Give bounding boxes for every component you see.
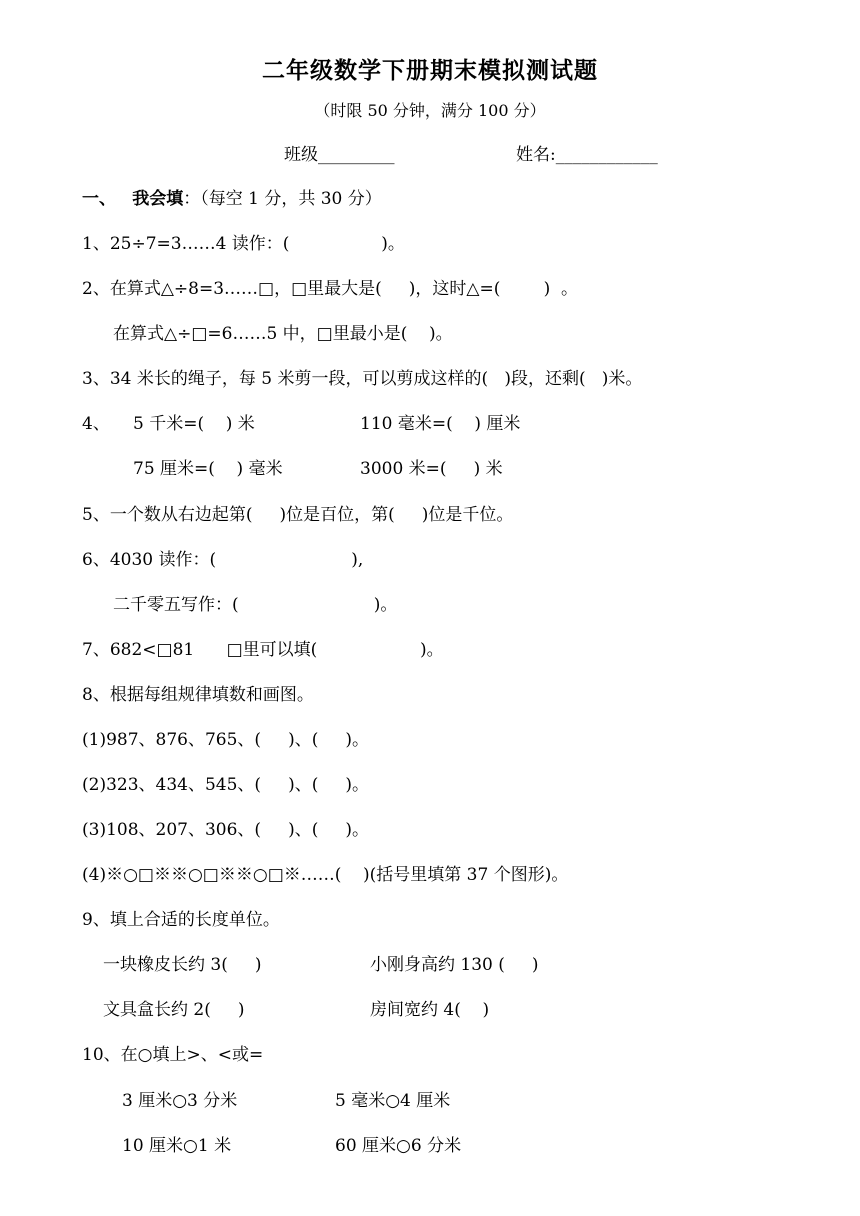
section-title: 我会填 <box>132 189 184 209</box>
question-4b-left: 75 厘米=( ) 毫米 <box>133 459 283 479</box>
question-10a-left: 3 厘米○3 分米 <box>122 1091 238 1111</box>
question-2b: 在算式△÷□=6……5 中，□里最小是( )。 <box>113 324 453 344</box>
question-4a-left: 5 千米=( ) 米 <box>133 414 255 434</box>
page-title: 二年级数学下册期末模拟测试题 <box>262 58 598 84</box>
question-8: 8、根据每组规律填数和画图。 <box>82 685 314 705</box>
question-4-number: 4、 <box>82 414 110 434</box>
page-subtitle: （时限 50 分钟，满分 100 分） <box>314 101 546 120</box>
question-3: 3、34 米长的绳子，每 5 米剪一段，可以剪成这样的( )段，还剩( )米。 <box>82 369 643 389</box>
question-6a: 6、4030 读作：( ), <box>82 550 364 570</box>
class-field[interactable]: 班级_________ <box>284 145 395 165</box>
question-4b-right: 3000 米=( ) 米 <box>360 459 503 479</box>
question-5: 5、一个数从右边起第( )位是百位，第( )位是千位。 <box>82 505 514 525</box>
question-2a: 2、在算式△÷8=3……□，□里最大是( )，这时△=( ) 。 <box>82 279 579 299</box>
question-7: 7、682<□81 □里可以填( )。 <box>82 640 444 660</box>
question-10: 10、在○填上>、<或= <box>82 1045 264 1065</box>
question-10b-right: 60 厘米○6 分米 <box>335 1136 462 1156</box>
question-8-3: (3)108、207、306、( )、( )。 <box>82 820 369 840</box>
question-9: 9、填上合适的长度单位。 <box>82 910 280 930</box>
question-10a-right: 5 毫米○4 厘米 <box>335 1091 451 1111</box>
section-number: 一、 <box>82 189 116 209</box>
question-9a-left: 一块橡皮长约 3( ) <box>103 955 262 975</box>
question-4a-right: 110 毫米=( ) 厘米 <box>360 414 521 434</box>
question-1: 1、25÷7=3……4 读作：( )。 <box>82 234 405 254</box>
question-6b: 二千零五写作：( )。 <box>113 595 398 615</box>
question-8-2: (2)323、434、545、( )、( )。 <box>82 775 369 795</box>
question-9b-right: 房间宽约 4( ) <box>370 1000 490 1020</box>
question-10b-left: 10 厘米○1 米 <box>122 1136 232 1156</box>
question-9a-right: 小刚身高约 130 ( ) <box>370 955 539 975</box>
name-field[interactable]: 姓名:____________ <box>516 145 658 165</box>
section-note: ：（每空 1 分，共 30 分） <box>183 189 382 209</box>
question-9b-left: 文具盒长约 2( ) <box>103 1000 245 1020</box>
section-heading <box>82 188 382 210</box>
question-8-1: (1)987、876、765、( )、( )。 <box>82 730 369 750</box>
question-8-4: (4)※○□※※○□※※○□※……( )(括号里填第 37 个图形)。 <box>82 865 569 885</box>
